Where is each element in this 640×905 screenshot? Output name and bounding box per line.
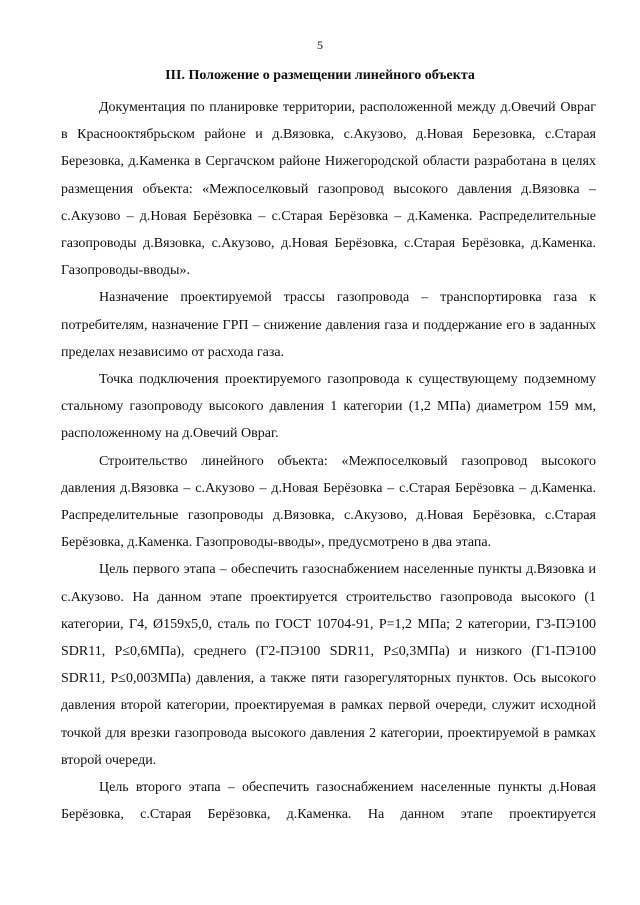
paragraph-route-assignment: Назначение проектируемой трассы газопровода – транспортировка газа к потребителям, назначение ГРП – снижение давления газа и поддержание его в заданных пределах независимо от расхода газа.	[61, 290, 596, 360]
document-body	[61, 94, 596, 828]
paragraph-first-stage: Цель первого этапа – обеспечить газоснабжением населенные пункты д.Вязовка и с.Акузово. На данном этапе проектируется строительство газопровода высокого (1 категории, Г4, Ø159x5,0, сталь по ГОСТ 10704-91, Р=1,2 МПа; 2 категории, Г3-ПЭ100 SDR11, Р≤0,6МПа), среднего (Г2-ПЭ100 SDR11, Р≤0,3МПа) и низкого (Г1-ПЭ100 SDR11, Р≤0,003МПа) давления, а также пяти газорегуляторных пунктов. Ось высокого давления второй категории, проектируемая в рамках первой очереди, служит исходной точкой для врезки газопровода высокого давления 2 категории, проектируемой в рамках второй очереди.	[61, 562, 596, 768]
section-heading: III. Положение о размещении линейного объекта	[165, 68, 475, 83]
paragraph-purpose: Документация по планировке территории, расположенной между д.Овечий Овраг в Краснооктябрьском районе и д.Вязовка, с.Акузово, д.Новая Березовка, с.Старая Березовка, д.Каменка в Сергачском районе Нижегородской области разработана в целях размещения объекта: «Межпоселковый газопровод высокого давления д.Вязовка – с.Акузово – д.Новая Берёзовка – с.Старая Берёзовка – д.Каменка. Распределительные газопроводы д.Вязовка, с.Акузово, д.Новая Берёзовка, с.Старая Берёзовка, д.Каменка. Газопроводы-вводы».	[61, 100, 596, 279]
page-number: 5	[317, 38, 323, 52]
paragraph-second-stage: Цель второго этапа – обеспечить газоснабжением населенные пункты д.Новая Берёзовка, с.Старая Берёзовка, д.Каменка. На данном этапе проектируется	[61, 780, 596, 823]
paragraph-connection-point: Точка подключения проектируемого газопровода к существующему подземному стальному газопроводу высокого давления 1 категории (1,2 МПа) диаметром 159 мм, расположенному на д.Овечий Овраг.	[61, 372, 596, 442]
paragraph-construction-stages: Строительство линейного объекта: «Межпоселковый газопровод высокого давления д.Вязовка – с.Акузово – д.Новая Берёзовка – с.Старая Берёзовка – д.Каменка. Распределительные газопроводы д.Вязовка, с.Акузово, д.Новая Берёзовка, с.Старая Берёзовка, д.Каменка. Газопроводы-вводы», предусмотрено в два этапа.	[61, 453, 596, 551]
